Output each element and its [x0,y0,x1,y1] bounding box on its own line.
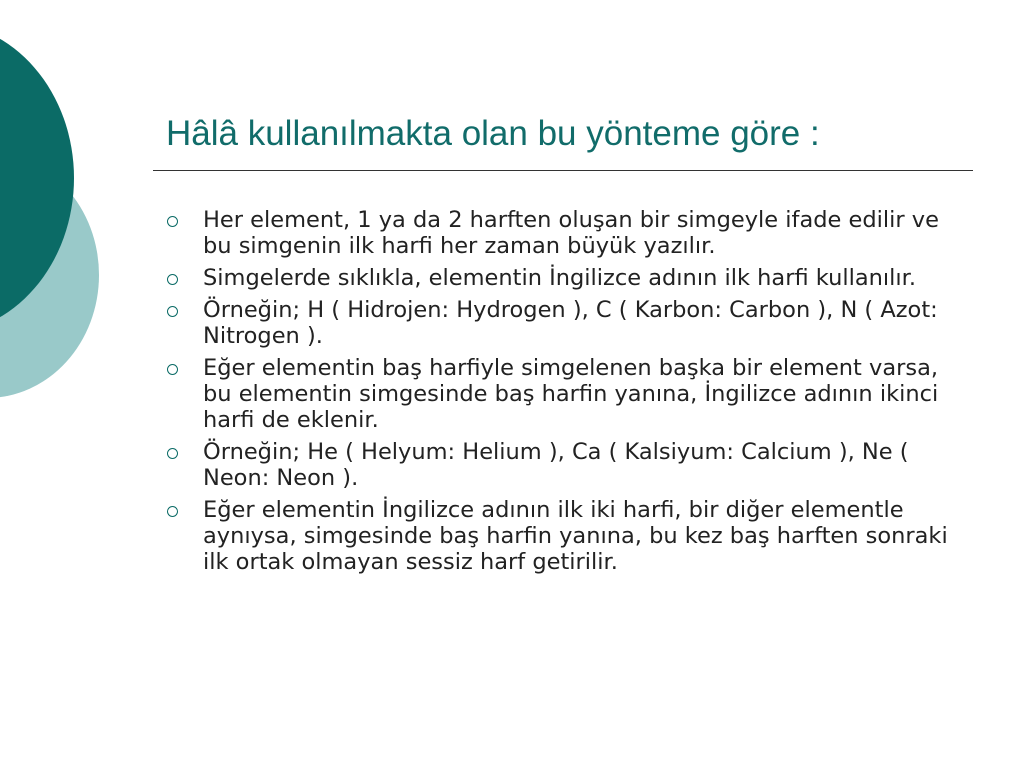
hollow-circle-bullet-icon [167,364,178,375]
title-divider [153,170,973,171]
bullet-text: Eğer elementin baş harfiyle simgelenen başka bir element varsa, bu elementin simgesinde baş harfin yanına, İngilizce adının ikinci harfi de eklenir. [203,355,939,433]
bullet-list [163,207,963,581]
bullet-item [163,497,963,575]
bullet-item [163,207,963,259]
hollow-circle-bullet-icon [167,306,178,317]
hollow-circle-bullet-icon [167,448,178,459]
bullet-item [163,439,963,491]
bullet-item [163,355,963,433]
slide-title: Hâlâ kullanılmakta olan bu yönteme göre : [166,114,820,153]
bullet-item [163,265,963,291]
bullet-text: Örneğin; He ( Helyum: Helium ), Ca ( Kalsiyum: Calcium ), Ne ( Neon: Neon ). [203,439,909,491]
hollow-circle-bullet-icon [167,506,178,517]
bullet-text: Örneğin; H ( Hidrojen: Hydrogen ), C ( Karbon: Carbon ), N ( Azot: Nitrogen ). [203,297,938,349]
bullet-text: Simgelerde sıklıkla, elementin İngilizce adının ilk harfi kullanılır. [203,265,917,291]
bullet-text: Her element, 1 ya da 2 harften oluşan bir simgeyle ifade edilir ve bu simgenin ilk harfi her zaman büyük yazılır. [203,207,939,259]
hollow-circle-bullet-icon [167,274,178,285]
hollow-circle-bullet-icon [167,216,178,227]
bullet-item [163,297,963,349]
bullet-text: Eğer elementin İngilizce adının ilk iki harfi, bir diğer elementle aynıysa, simgesinde baş harfin yanına, bu kez baş harften sonraki ilk ortak olmayan sessiz harf getirilir. [203,497,948,575]
